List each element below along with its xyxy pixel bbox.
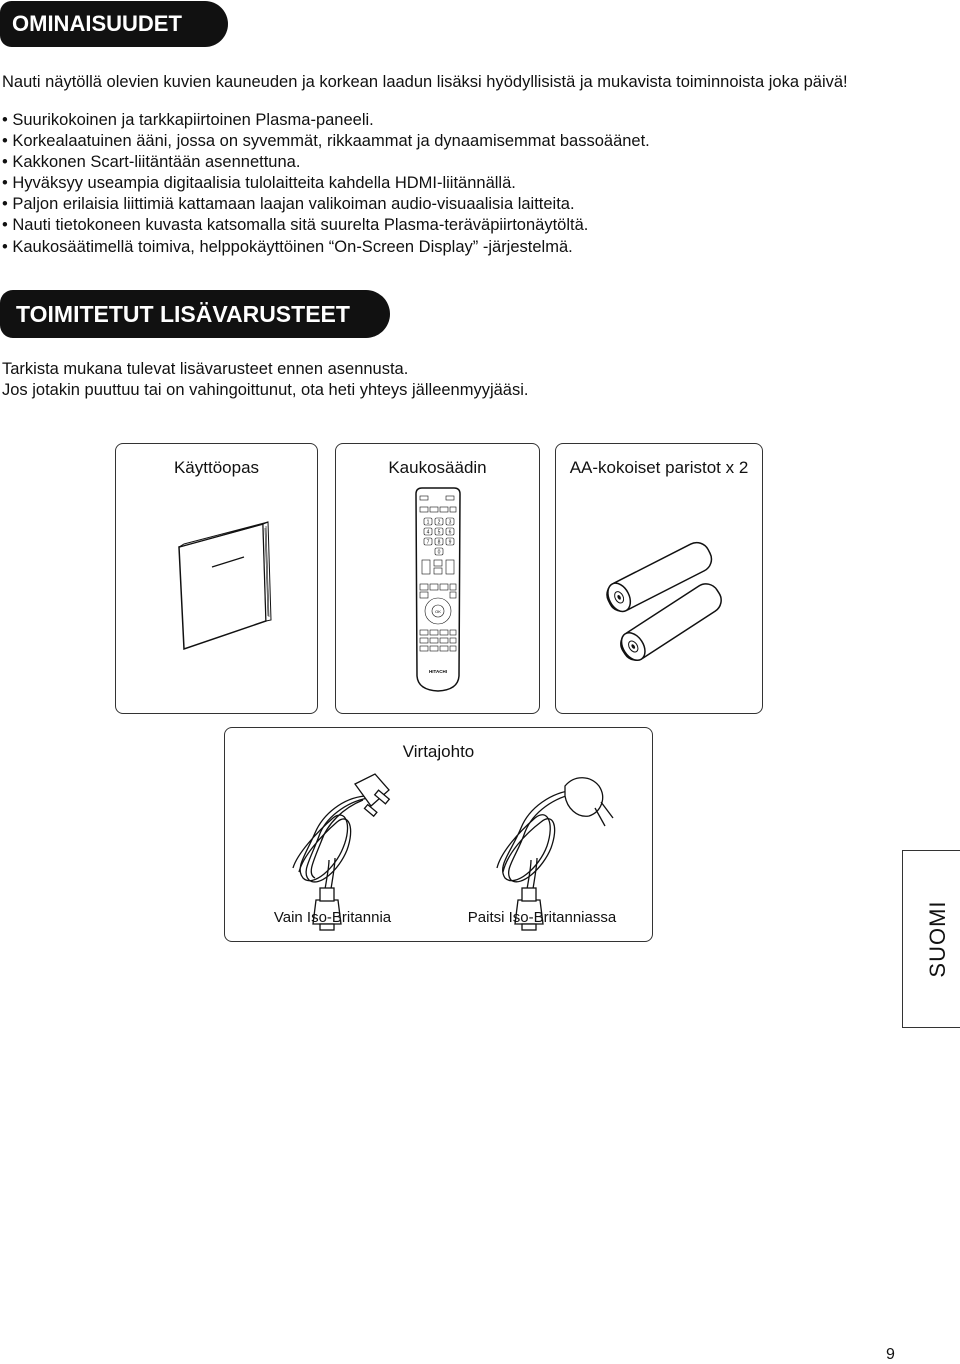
remote-ok-label: OK: [435, 609, 441, 614]
remote-box: [335, 443, 540, 714]
remote-number-key-label: 6: [448, 529, 452, 536]
remote-brand-label: HITACHI: [429, 669, 447, 674]
remote-label: Kaukosäädin: [388, 458, 487, 477]
batteries-label: AA-kokoiset paristot x 2: [569, 458, 749, 477]
features-list: [2, 110, 650, 258]
accessories-check-text: Tarkista mukana tulevat lisävarusteet ennen asennusta.: [2, 360, 409, 378]
power-cord-label: Virtajohto: [402, 742, 475, 761]
accessories-missing-text: Jos jotakin puuttuu tai on vahingoittunut, ota heti yhteys jälleenmyyjääsi.: [2, 381, 529, 399]
list-item: • Nauti tietokoneen kuvasta katsomalla sitä suurelta Plasma-teräväpiirtonäytöltä.: [2, 215, 650, 236]
features-intro: Nauti näytöllä olevien kuvien kauneuden ja korkean laadun lisäksi hyödyllisistä ja mukavista toiminnoista joka päivä!: [2, 73, 848, 91]
remote-number-key-label: 3: [448, 519, 452, 526]
batteries-box: [555, 443, 763, 714]
list-item: • Korkealaatuinen ääni, jossa on syvemmät, rikkaammat ja dynaamisemmat bassoäänet.: [2, 131, 650, 152]
page-number: 9: [886, 1346, 895, 1363]
power-cord-box: [224, 727, 653, 942]
remote-number-key-label: 9: [448, 539, 452, 546]
remote-number-key-label: 5: [437, 529, 441, 536]
list-item: • Suurikokoinen ja tarkkapiirtoinen Plasma-paneeli.: [2, 110, 650, 131]
remote-number-key-label: 2: [437, 519, 441, 526]
manual-box: [115, 443, 318, 714]
remote-control-icon: [336, 444, 541, 715]
list-item: • Hyväksyy useampia digitaalisia tulolaitteita kahdella HDMI-liitännällä.: [2, 173, 650, 194]
manual-label: Käyttöopas: [173, 458, 260, 477]
list-item: • Paljon erilaisia liittimiä kattamaan laajan valikoiman audio-visuaalisia laitteita.: [2, 194, 650, 215]
remote-number-key-label: 4: [426, 529, 430, 536]
list-item: • Kaukosäätimellä toimiva, helppokäyttöinen “On-Screen Display” -järjestelmä.: [2, 237, 650, 258]
language-tab-label: SUOMI: [924, 900, 950, 978]
language-tab: [902, 850, 960, 1028]
features-heading: OMINAISUUDET: [0, 1, 228, 47]
remote-number-key-label: 1: [426, 519, 430, 526]
remote-number-key-label: 7: [426, 539, 430, 546]
uk-only-caption: Vain Iso-Britannia: [273, 909, 392, 926]
manual-icon: [116, 444, 319, 715]
list-item: • Kakkonen Scart-liitäntään asennettuna.: [2, 152, 650, 173]
remote-number-key-label: 8: [437, 539, 441, 546]
accessories-heading: TOIMITETUT LISÄVARUSTEET: [0, 290, 390, 338]
remote-number-key-label: 0: [437, 549, 441, 556]
except-uk-caption: Paitsi Iso-Britanniassa: [467, 909, 617, 926]
battery-icon: [556, 444, 764, 715]
